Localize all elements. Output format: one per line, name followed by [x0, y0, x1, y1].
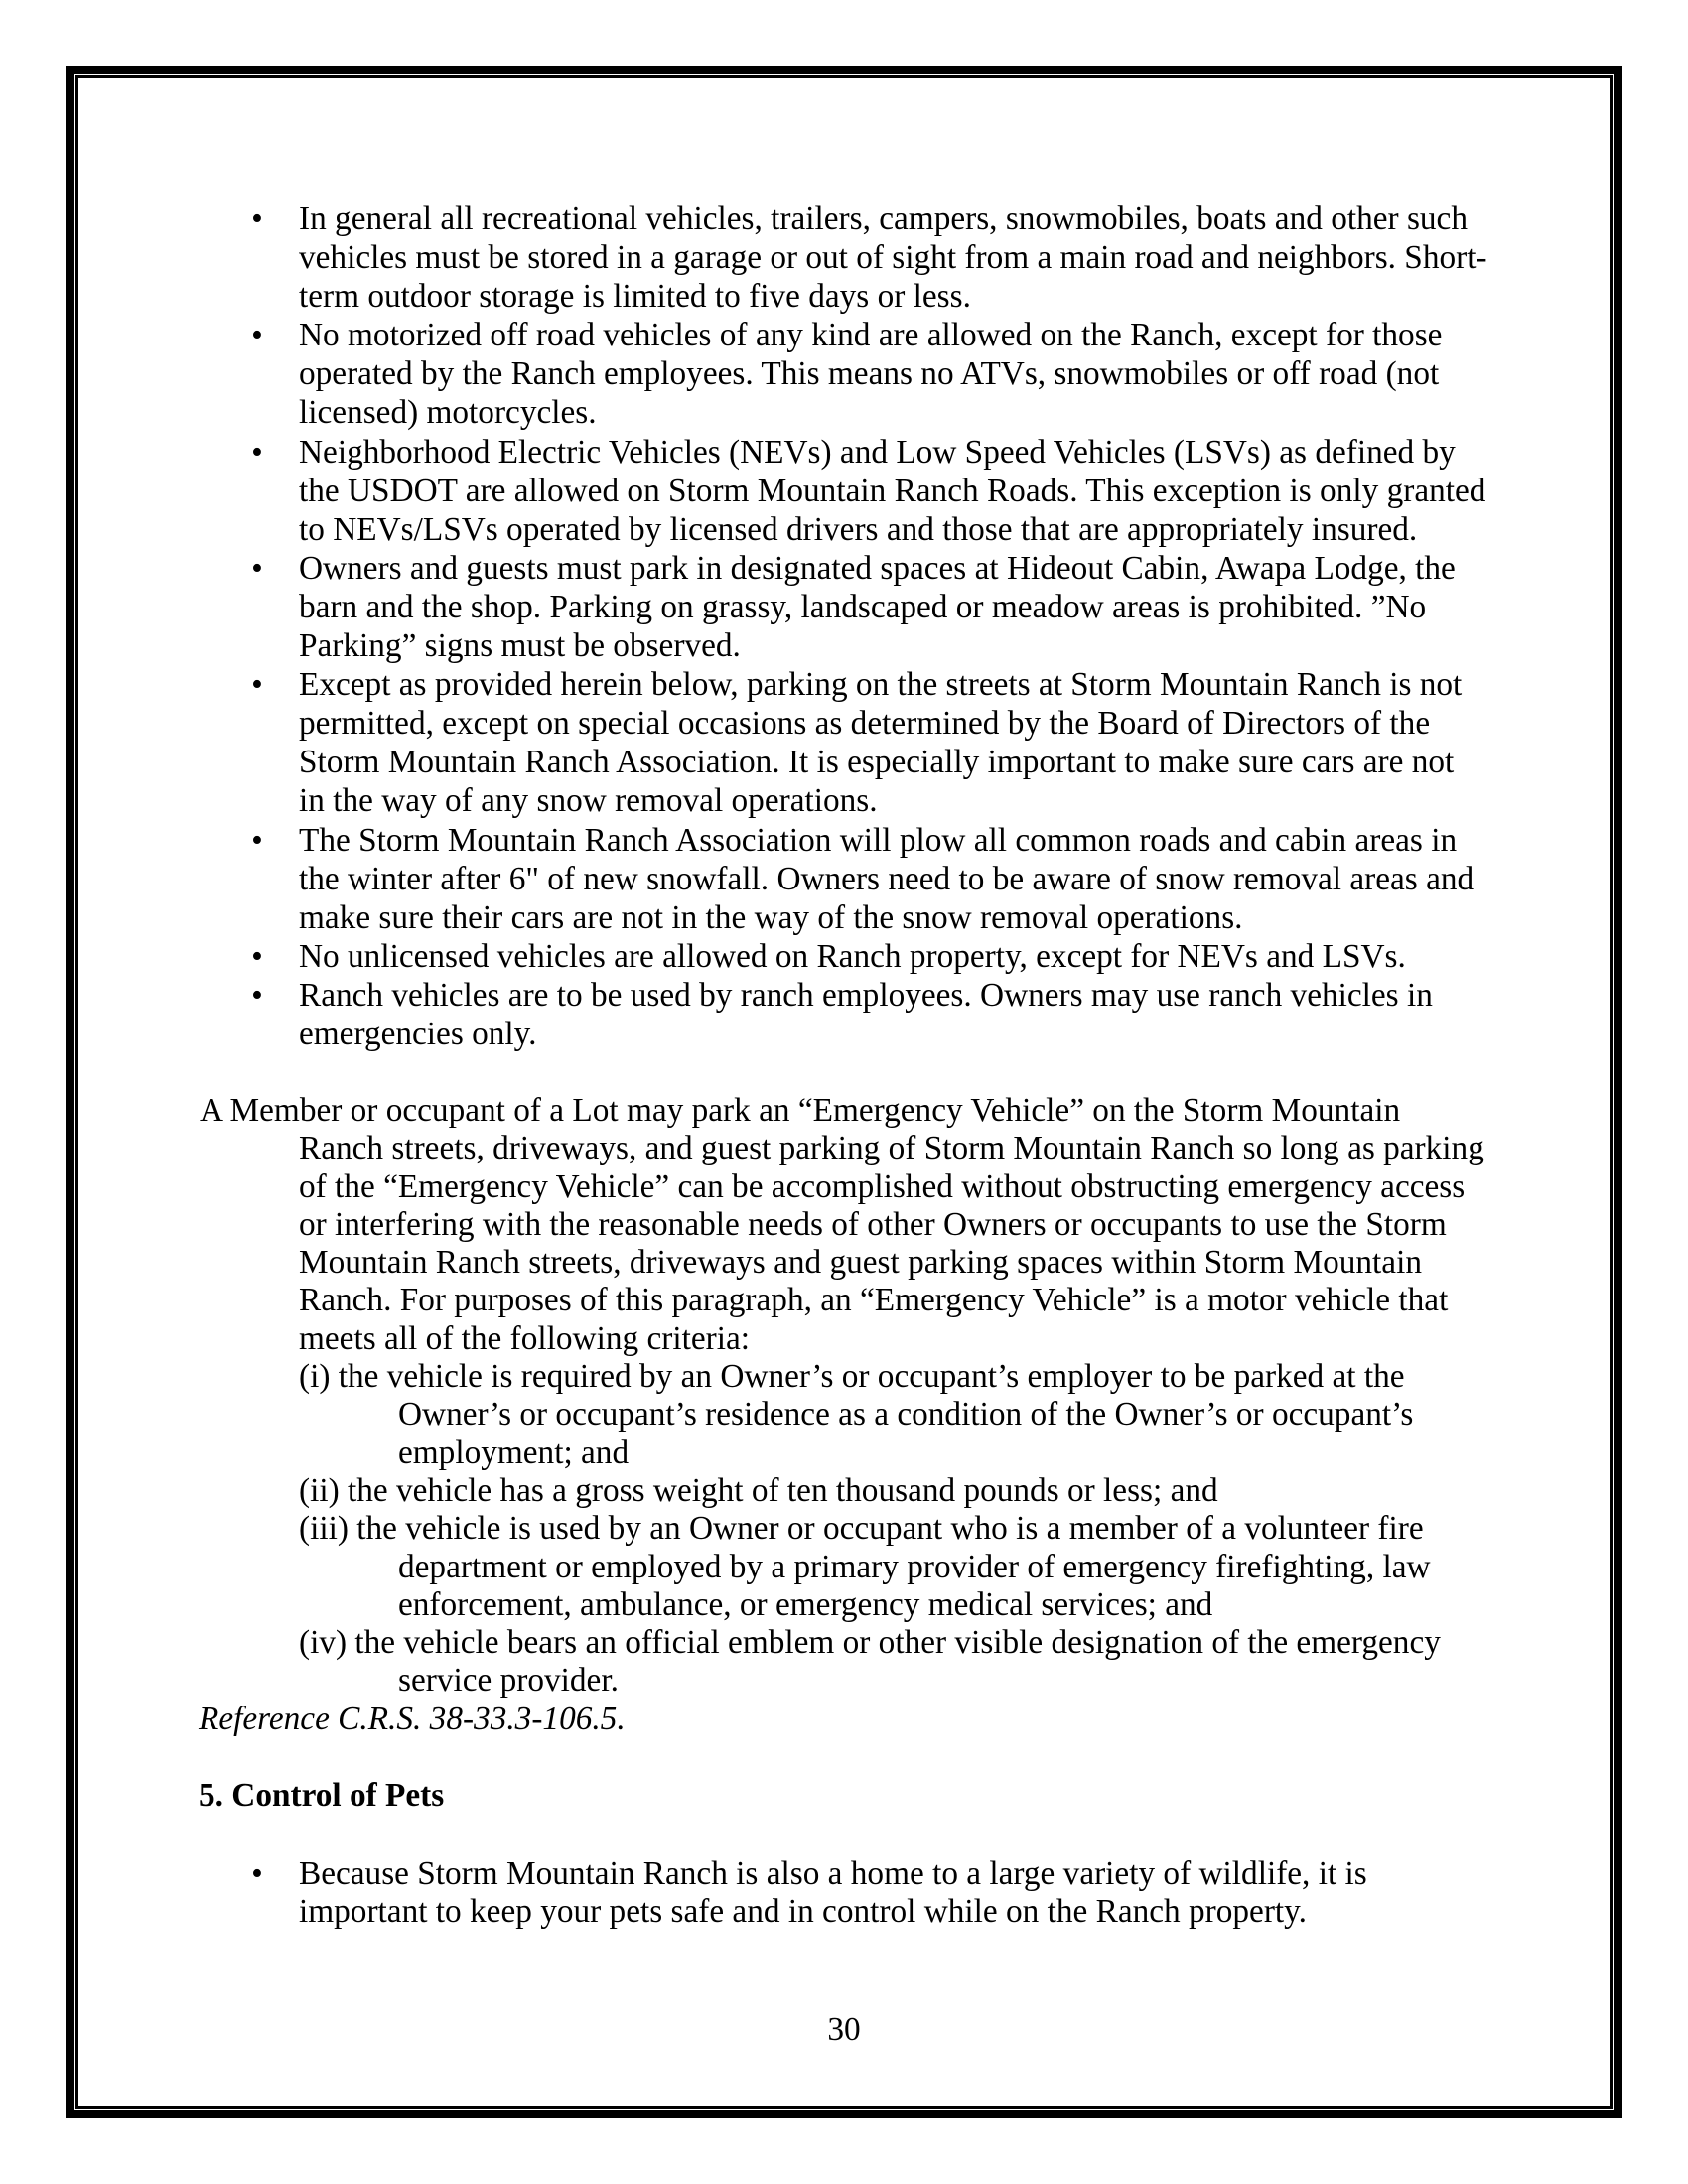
section-heading: 5. Control of Pets — [199, 1777, 445, 1814]
text-line: in the way of any snow removal operations. — [299, 782, 878, 820]
text-line: Ranch streets, driveways, and guest parking of Storm Mountain Ranch so long as parking — [299, 1130, 1484, 1167]
vehicle-rules-list — [0, 200, 1487, 1053]
text-line: No unlicensed vehicles are allowed on Ranch property, except for NEVs and LSVs. — [299, 937, 1406, 975]
text-line: make sure their cars are not in the way of the snow removal operations. — [299, 898, 1243, 936]
text-line: A Member or occupant of a Lot may park an “Emergency Vehicle” on the Storm Mountain — [200, 1092, 1401, 1129]
text-line: In general all recreational vehicles, trailers, campers, snowmobiles, boats and other such — [299, 201, 1468, 237]
bullet-icon: • — [251, 666, 263, 704]
text-line: vehicles must be stored in a garage or out of sight from a main road and neighbors. Short- — [299, 239, 1487, 277]
text-line: enforcement, ambulance, or emergency medical services; and — [398, 1585, 1213, 1623]
text-line: or interfering with the reasonable needs of other Owners or occupants to use the Storm — [299, 1205, 1447, 1243]
emergency-vehicle-paragraph — [0, 1092, 1484, 1738]
bullet-icon: • — [251, 937, 263, 975]
text-line: emergencies only. — [299, 1015, 537, 1052]
bullet-icon: • — [251, 317, 263, 354]
criterion-item: (i) the vehicle is required by an Owner’s or occupant’s employer to be parked at the — [299, 1358, 1405, 1396]
text-line: department or employed by a primary provider of emergency firefighting, law — [398, 1548, 1431, 1585]
text-line: term outdoor storage is limited to five days or less. — [299, 278, 971, 316]
list-item — [0, 316, 1487, 432]
text-line: barn and the shop. Parking on grassy, landscaped or meadow areas is prohibited. ”No — [299, 588, 1427, 625]
bullet-icon: • — [251, 433, 263, 471]
text-line: Ranch. For purposes of this paragraph, an “Emergency Vehicle” is a motor vehicle that — [299, 1282, 1449, 1319]
text-line: Owners and guests must park in designated spaces at Hideout Cabin, Awapa Lodge, the — [299, 549, 1456, 587]
bullet-icon: • — [251, 1855, 263, 1892]
text-line: Owner’s or occupant’s residence as a condition of the Owner’s or occupant’s — [398, 1396, 1414, 1433]
list-item — [0, 821, 1487, 937]
text-line: operated by the Ranch employees. This means no ATVs, snowmobiles or off road (not — [299, 355, 1440, 393]
list-item — [0, 665, 1487, 820]
text-line: Neighborhood Electric Vehicles (NEVs) and Low Speed Vehicles (LSVs) as defined by — [299, 433, 1456, 471]
list-item — [0, 1855, 1367, 1931]
text-line: Ranch vehicles are to be used by ranch employees. Owners may use ranch vehicles in — [299, 976, 1433, 1014]
text-line: No motorized off road vehicles of any kind are allowed on the Ranch, except for those — [299, 317, 1443, 354]
text-line: permitted, except on special occasions as determined by the Board of Directors of the — [299, 705, 1431, 743]
page-number-text: 30 — [827, 2011, 861, 2048]
list-item — [0, 200, 1487, 316]
criterion-item: (iii) the vehicle is used by an Owner or occupant who is a member of a volunteer fire — [299, 1510, 1424, 1548]
text-line: the USDOT are allowed on Storm Mountain Ranch Roads. This exception is only granted — [299, 472, 1486, 509]
text-line: employment; and — [398, 1433, 630, 1471]
list-item — [0, 549, 1487, 665]
list-item — [0, 937, 1487, 976]
list-item — [0, 976, 1487, 1053]
bullet-icon: • — [251, 976, 263, 1014]
criterion-item: (ii) the vehicle has a gross weight of ten thousand pounds or less; and — [299, 1471, 1218, 1509]
page-number — [0, 2010, 1688, 2049]
text-line: Except as provided herein below, parking on the streets at Storm Mountain Ranch is not — [299, 666, 1463, 704]
criterion-item: (iv) the vehicle bears an official emblem or other visible designation of the emergency — [299, 1624, 1441, 1662]
bullet-icon: • — [251, 201, 263, 237]
text-line: Because Storm Mountain Ranch is also a home to a large variety of wildlife, it is — [299, 1855, 1367, 1892]
text-line: meets all of the following criteria: — [299, 1319, 750, 1357]
text-line: Storm Mountain Ranch Association. It is especially important to make sure cars are not — [299, 744, 1455, 781]
pets-list — [0, 1855, 1367, 1931]
list-item — [0, 433, 1487, 549]
text-line: Mountain Ranch streets, driveways and guest parking spaces within Storm Mountain — [299, 1244, 1422, 1282]
text-line: important to keep your pets safe and in control while on the Ranch property. — [299, 1893, 1307, 1930]
bullet-icon: • — [251, 549, 263, 587]
statute-reference: Reference C.R.S. 38-33.3-106.5. — [199, 1700, 626, 1737]
text-line: the winter after 6" of new snowfall. Owners need to be aware of snow removal areas and — [299, 860, 1475, 897]
text-line: Parking” signs must be observed. — [299, 627, 741, 665]
text-line: of the “Emergency Vehicle” can be accomplished without obstructing emergency access — [299, 1167, 1466, 1205]
text-line: to NEVs/LSVs operated by licensed drivers and those that are appropriately insured. — [299, 510, 1418, 548]
bullet-icon: • — [251, 821, 263, 859]
text-line: licensed) motorcycles. — [299, 394, 597, 432]
text-line: The Storm Mountain Ranch Association will plow all common roads and cabin areas in — [299, 821, 1458, 859]
text-line: service provider. — [398, 1662, 619, 1700]
